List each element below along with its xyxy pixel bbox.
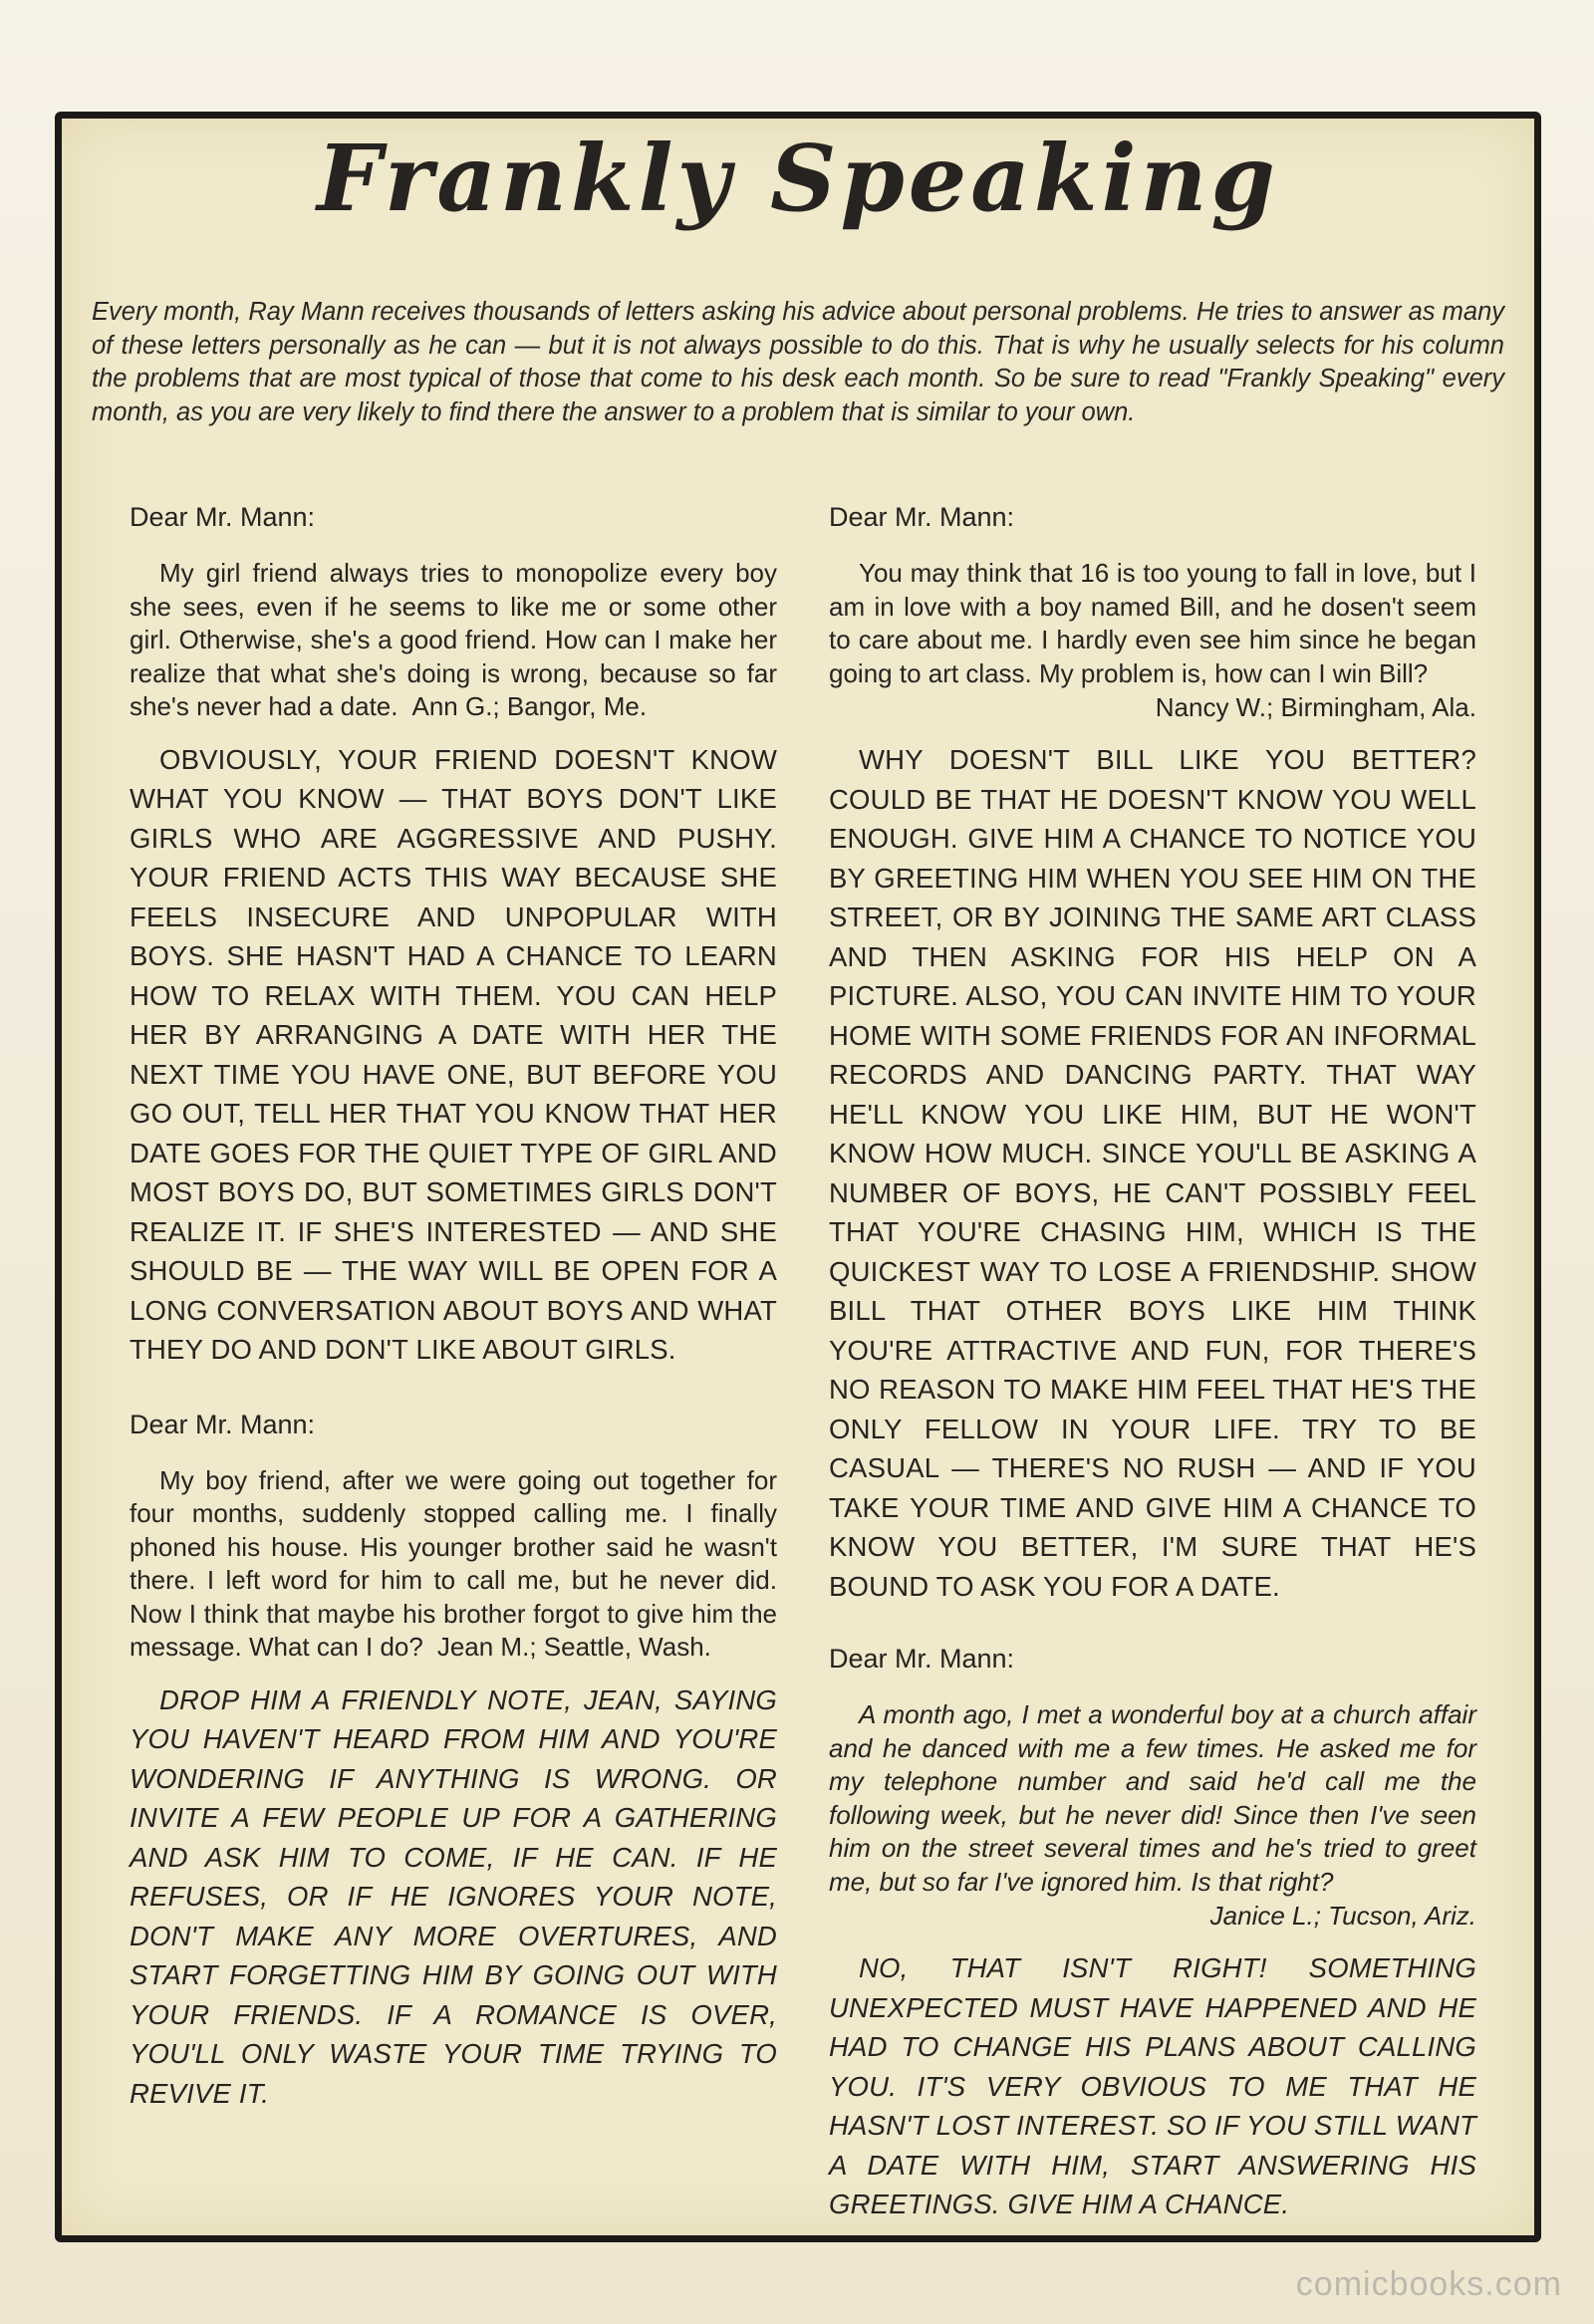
reader-letter [130, 557, 777, 724]
answer-text: WHY DOESN'T BILL LIKE YOU BETTER? COULD BE THAT HE DOESN'T KNOW YOU WELL ENOUGH. GIVE HIM A CHANCE TO NOTICE YOU BY GREETING HIM WHEN YOU SEE HIM ON THE STREET, OR BY JOINING THE SAME ART CLASS AND THEN ASKING FOR HIS HELP ON A PICTURE. ALSO, YOU CAN INVITE HIM TO YOUR HOME WITH SOME FRIENDS FOR AN INFORMAL RECORDS AND DANCING PARTY. THAT WAY HE'LL KNOW YOU LIKE HIM, BUT HE WON'T KNOW HOW MUCH. SINCE YOU'LL BE ASKING A NUMBER OF BOYS, HE CAN'T POSSIBLY FEEL THAT YOU'RE CHASING HIM, WHICH IS THE QUICKEST WAY TO LOSE A FRIENDSHIP. SHOW BILL THAT OTHER BOYS LIKE HIM THINK YOU'RE ATTRACTIVE AND FUN, FOR THERE'S NO REASON TO MAKE HIM FEEL THAT HE'S THE ONLY FELLOW IN YOUR LIFE. TRY TO BE CASUAL — THERE'S NO RUSH — AND IF YOU TAKE YOUR TIME AND GIVE HIM A CHANCE TO KNOW YOU BETTER, I'M SURE THAT HE'S BOUND TO ASK YOU FOR A DATE. [829, 744, 1476, 1602]
salutation: Dear Mr. Mann: [130, 1409, 316, 1439]
right-column [829, 502, 1476, 2224]
letter-text: You may think that 16 is too young to fall in love, but I am in love with a boy named Bill, and he dosen't seem to care about me. I hardly even see him since he began going to art class. My problem is, how can I win Bill? [829, 558, 1476, 688]
column-title: Frankly Speaking [317, 125, 1279, 232]
left-column [130, 502, 777, 2113]
reader-letter [130, 1464, 777, 1665]
salutation: Dear Mr. Mann: [829, 502, 1015, 532]
letter-text: My boy friend, after we were going out together for four months, suddenly stopped calling me. I finally phoned his house. His younger brother said he wasn't there. I left word for him to call me, but he never did. Now I think that maybe his brother forgot to give him the message. What can I do? [130, 1464, 777, 1662]
letter-text: A month ago, I met a wonderful boy at a church affair and he danced with me a few times. He asked me for my telephone number and said he'd call me the following week, but he never did! Since then I've seen him on the street several times and he's tried to greet me, but so far I've ignored him. Is that right? [829, 1699, 1476, 1897]
answer-text: DROP HIM A FRIENDLY NOTE, JEAN, SAYING YOU HAVEN'T HEARD FROM HIM AND YOU'RE WONDERING IF ANYTHING IS WRONG. OR INVITE A FEW PEOPLE UP FOR A GATHERING AND ASK HIM TO COME, IF HE CAN. IF HE REFUSES, OR IF HE IGNORES YOUR NOTE, DON'T MAKE ANY MORE OVERTURES, AND START FORGETTING HIM BY GOING OUT WITH YOUR FRIENDS. IF A ROMANCE IS OVER, YOU'LL ONLY WASTE YOUR TIME TRYING TO REVIVE IT. [130, 1683, 777, 2109]
answer-text: NO, THAT ISN'T RIGHT! SOMETHING UNEXPECTED MUST HAVE HAPPENED AND HE HAD TO CHANGE HIS PLANS ABOUT CALLING YOU. IT'S VERY OBVIOUS TO ME THAT HE HASN'T LOST INTEREST. SO IF YOU STILL WANT A DATE WITH HIM, START ANSWERING HIS GREETINGS. GIVE HIM A CHANCE. [829, 1952, 1476, 2219]
column-frame [55, 112, 1541, 2242]
letter-signature: Ann G.; Bangor, Me. [411, 691, 648, 721]
intro-paragraph: Every month, Ray Mann receives thousands of letters asking his advice about personal problems. He tries to answer as many of these letters personally as he can — but it is not always possible to do this. That is why he usually selects for his column the problems that are most typical of those that come to his desk each month. So be sure to read "Frankly Speaking" every month, as you are very likely to find there the answer to a problem that is similar to your own. [92, 298, 1504, 426]
letter-signature: Jean M.; Seattle, Wash. [436, 1632, 711, 1662]
salutation: Dear Mr. Mann: [130, 502, 316, 532]
watermark: comicbooks.com [1295, 2265, 1562, 2303]
letter-text: My girl friend always tries to monopolize every boy she sees, even if he seems to like me or some other girl. Otherwise, she's a good friend. How can I make her realize that what she's doing is wrong, because so far she's never had a date. [130, 558, 777, 721]
letter-signature: Janice L.; Tucson, Ariz. [1209, 1901, 1476, 1931]
salutation: Dear Mr. Mann: [829, 1644, 1015, 1674]
letter-signature: Nancy W.; Birmingham, Ala. [1155, 692, 1476, 722]
answer-text: OBVIOUSLY, YOUR FRIEND DOESN'T KNOW WHAT YOU KNOW — THAT BOYS DON'T LIKE GIRLS WHO ARE AGGRESSIVE AND PUSHY. YOUR FRIEND ACTS THIS WAY BECAUSE SHE FEELS INSECURE AND UNPOPULAR WITH BOYS. SHE HASN'T HAD A CHANCE TO LEARN HOW TO RELAX WITH THEM. YOU CAN HELP HER BY ARRANGING A DATE WITH HER THE NEXT TIME YOU HAVE ONE, BUT BEFORE YOU GO OUT, TELL HER THAT YOU KNOW THAT HER DATE GOES FOR THE QUIET TYPE OF GIRL AND MOST BOYS DO, BUT SOMETIMES GIRLS DON'T REALIZE IT. IF SHE'S INTERESTED — AND SHE SHOULD BE — THE WAY WILL BE OPEN FOR A LONG CONVERSATION ABOUT BOYS AND WHAT THEY DO AND DON'T LIKE ABOUT GIRLS. [130, 743, 777, 1365]
